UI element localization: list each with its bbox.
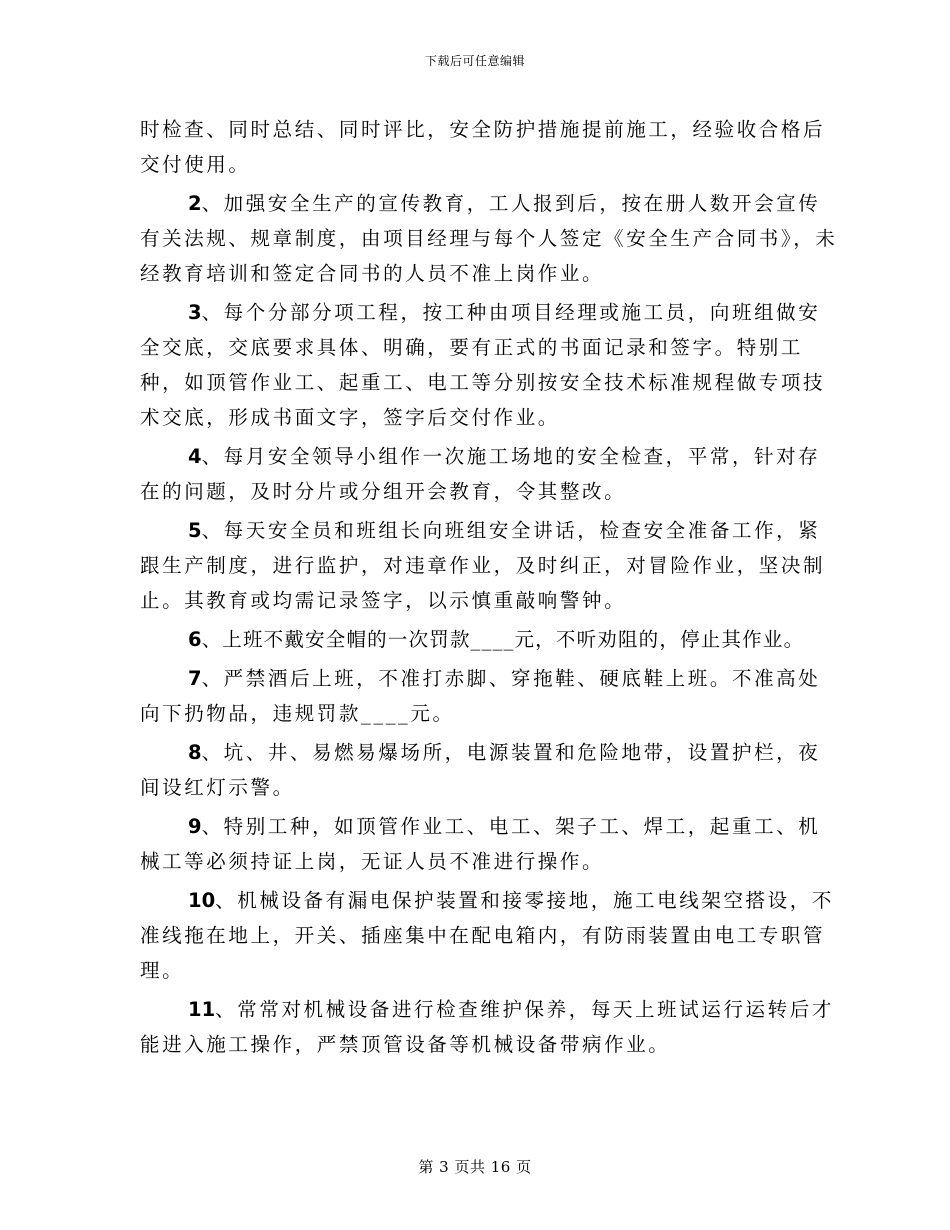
paragraph-text: 、特别工种，如顶管作业工、电工、架子工、焊工，起重工、机械工等必须持证上岗，无证人员不准进行操作。 [140, 815, 821, 873]
paragraph-text: 、机械设备有漏电保护装置和接零接地，施工电线架空搭设，不准线拖在地上，开关、插座集中在配电箱内，有防雨装置由电工专职管理。 [140, 889, 834, 982]
paragraph-text: 、严禁酒后上班，不准打赤脚、穿拖鞋、硬底鞋上班。不准高处向下扔物品，违规罚款____元。 [140, 667, 821, 725]
paragraph-number: 10 [188, 889, 216, 912]
paragraph-number: 9 [188, 815, 202, 838]
paragraph-number: 11 [188, 998, 216, 1021]
paragraph-text: 、常常对机械设备进行检查维护保养，每天上班试运行运转后才能进入施工操作，严禁顶管设备等机械设备带病作业。 [140, 998, 834, 1056]
paragraph-item-2 [140, 186, 840, 291]
paragraph-text: 、加强安全生产的宣传教育，工人报到后，按在册人数开会宣传有关法规、规章制度，由项目经理与每个人签定《安全生产合同书》，未经教育培训和签定合同书的人员不准上岗作业。 [140, 192, 838, 285]
paragraph-number: 2 [188, 192, 202, 215]
paragraph-item-10 [140, 883, 840, 988]
paragraph-number: 5 [188, 519, 202, 542]
paragraph-number: 7 [188, 667, 202, 690]
paragraph-text: 、每月安全领导小组作一次施工场地的安全检查，平常，针对存在的问题，及时分片或分组开会教育，令其整改。 [140, 445, 821, 503]
page-footer: 第 3 页共 16 页 [418, 1158, 532, 1176]
paragraph-number: 6 [188, 628, 202, 651]
paragraph-item-5 [140, 513, 840, 618]
paragraph-item-8 [140, 735, 840, 805]
document-body [140, 112, 840, 1066]
paragraph-item-11 [140, 992, 840, 1062]
paragraph-item-6 [140, 622, 840, 657]
paragraph-item-9 [140, 809, 840, 879]
paragraph-number: 3 [188, 301, 202, 324]
paragraph-text: 、每个分部分项工程，按工种由项目经理或施工员，向班组做安全交底，交底要求具体、明确，要有正式的书面记录和签字。特别工种，如顶管作业工、起重工、电工等分别按安全技术标准规程做专项技术交底，形成书面文字，签字后交付作业。 [140, 301, 826, 429]
paragraph-item-7 [140, 661, 840, 731]
paragraph-number: 4 [188, 445, 202, 468]
header-note: 下载后可任意编辑 [424, 54, 525, 68]
paragraph-text: 、坑、井、易燃易爆场所，电源装置和危险地带，设置护栏，夜间设红灯示警。 [140, 741, 821, 799]
paragraph-text: 、每天安全员和班组长向班组安全讲话，检查安全准备工作，紧跟生产制度，进行监护，对违章作业，及时纠正，对冒险作业，坚决制止。其教育或均需记录签字，以示慎重敲响警钟。 [140, 519, 826, 612]
paragraph-item-3 [140, 295, 840, 435]
paragraph-text: 时检查、同时总结、同时评比，安全防护措施提前施工，经验收合格后交付使用。 [140, 118, 826, 176]
paragraph-item-4 [140, 439, 840, 509]
paragraph-continued [140, 112, 840, 182]
paragraph-text: 、上班不戴安全帽的一次罚款____元，不听劝阻的，停止其作业。 [201, 628, 805, 651]
paragraph-number: 8 [188, 741, 202, 764]
